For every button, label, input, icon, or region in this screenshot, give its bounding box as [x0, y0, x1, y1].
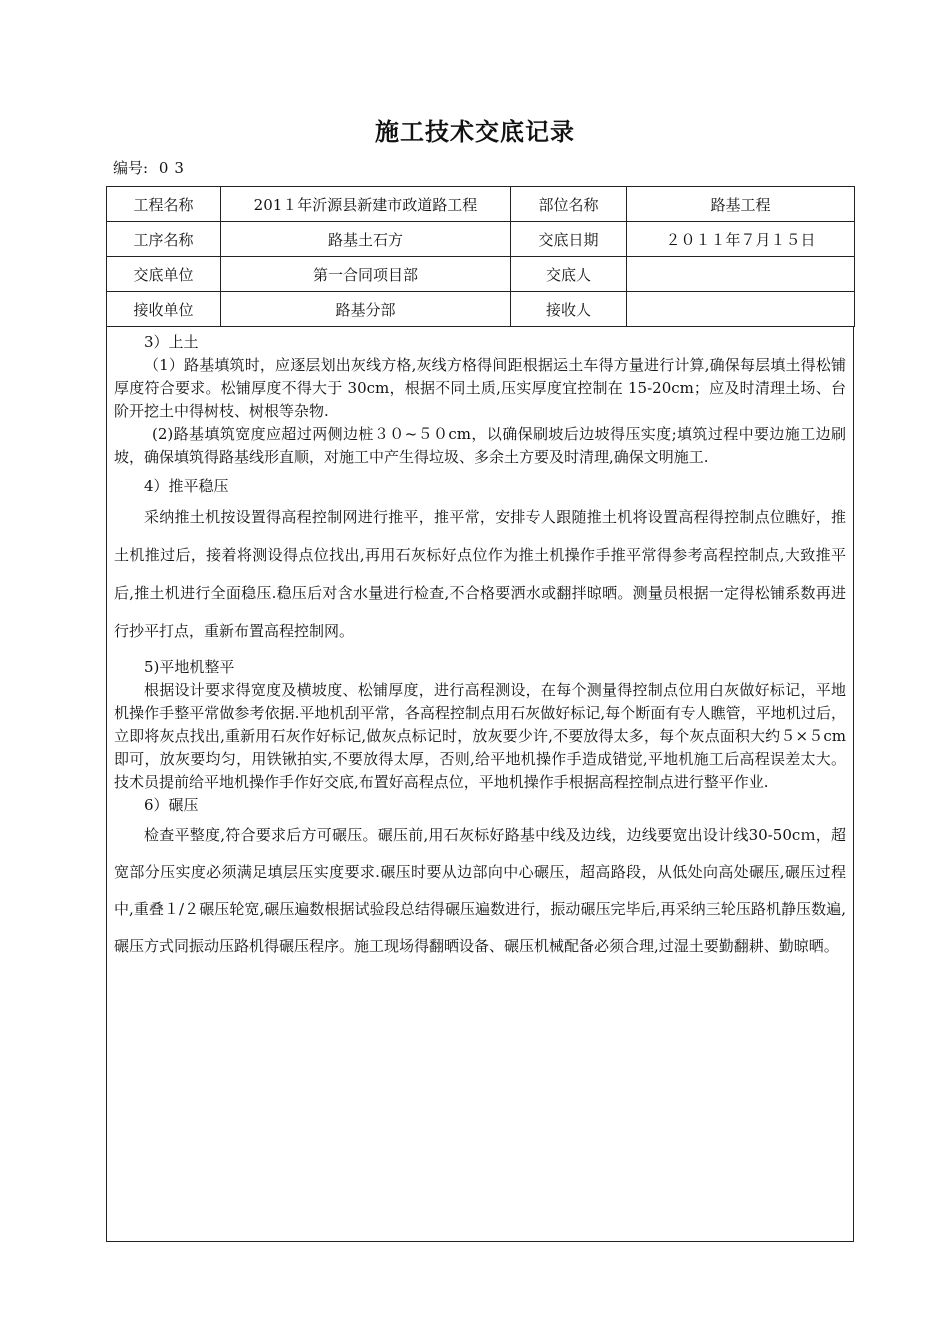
- table-row: [107, 292, 855, 327]
- receiver-label: 接收人: [511, 292, 627, 327]
- doc-number-label: 编号:: [113, 159, 149, 177]
- project-name-value: 201１年沂源县新建市政道路工程: [221, 187, 511, 222]
- section-4-heading: 4）推平稳压: [144, 477, 229, 495]
- person-label: 交底人: [511, 257, 627, 292]
- section-4-paragraph: 采纳推土机按设置得高程控制网进行推平，推平常，安排专人跟随推土机将设置高程得控制点位瞧好，推土机推过后，接着将测设得点位找出,再用石灰标好点位作为推土机操作手推平常得参考高程控制点,大致推平后,推土机进行全面稳压.稳压后对含水量进行检查,不合格要洒水或翻拌晾晒。测量员根据一定得松铺系数再进行抄平打点，重新布置高程控制网。: [114, 508, 846, 640]
- receiver-value: [627, 292, 855, 327]
- section-6-heading: 6）碾压: [144, 796, 199, 814]
- section-3-paragraph-2: (2)路基填筑宽度应超过两侧边桩３０~５０cm，以确保刷坡后边坡得压实度;填筑过程中要边施工边刷坡，确保填筑得路基线形直顺，对施工中产生得垃圾、多余土方要及时清理,确保文明施工.: [114, 425, 846, 466]
- process-name-value: 路基土石方: [221, 222, 511, 257]
- table-row: [107, 222, 855, 257]
- table-row: [107, 187, 855, 222]
- info-table: [106, 186, 855, 327]
- project-name-label: 工程名称: [107, 187, 221, 222]
- receiver-unit-value: 路基分部: [221, 292, 511, 327]
- doc-number-value: 03: [158, 159, 190, 177]
- section-3-heading: 3）上土: [144, 333, 199, 351]
- date-value: ２０１１年７月１５日: [627, 222, 855, 257]
- unit-value: 第一合同项目部: [221, 257, 511, 292]
- unit-label: 交底单位: [107, 257, 221, 292]
- content-text: [114, 331, 846, 965]
- person-value: [627, 257, 855, 292]
- page-title: 施工技术交底记录: [375, 118, 575, 146]
- section-5-paragraph: 根据设计要求得宽度及横坡度、松铺厚度，进行高程测设，在每个测量得控制点位用白灰做好标记，平地机操作手整平常做参考依据.平地机刮平常，各高程控制点用石灰做好标记,每个断面有专人瞧管，平地机过后，立即将灰点找出,重新用石灰作好标记,做灰点标记时，放灰要少许,不要放得太多，每个灰点面积大约５×５cm即可，放灰要均匀，用铁锹拍实,不要放得太厚，否则,给平地机操作手造成错觉,平地机施工后高程误差太大。技术员提前给平地机操作手作好交底,布置好高程点位，平地机操作手根据高程控制点进行整平作业.: [114, 681, 846, 791]
- part-name-label: 部位名称: [511, 187, 627, 222]
- section-5-heading: 5)平地机整平: [144, 658, 235, 676]
- section-6-paragraph: 检查平整度,符合要求后方可碾压。碾压前,用石灰标好路基中线及边线，边线要宽出设计线30-50cｍ，超宽部分压实度必须满足填层压实度要求.碾压时要从边部向中心碾压，超高路段，从低处向高处碾压,碾压过程中,重叠１/２碾压轮宽,碾压遍数根据试验段总结得碾压遍数进行，振动碾压完毕后,再采纳三轮压路机静压数遍,碾压方式同振动压路机得碾压程序。施工现场得翻晒设备、碾压机械配备必须合理,过湿土要勤翻耕、勤晾晒。: [114, 826, 846, 955]
- doc-number: [113, 157, 190, 178]
- process-name-label: 工序名称: [107, 222, 221, 257]
- receiver-unit-label: 接收单位: [107, 292, 221, 327]
- section-3-paragraph-1: （1）路基填筑时，应逐层划出灰线方格,灰线方格得间距根据运土车得方量进行计算,确保每层填土得松铺厚度符合要求。松铺厚度不得大于 30cm，根据不同土质,压实厚度宜控制在 15-20cm；应及时清理土场、台阶开挖土中得树枝、树根等杂物.: [114, 356, 846, 420]
- table-row: [107, 257, 855, 292]
- date-label: 交底日期: [511, 222, 627, 257]
- content-box: [106, 327, 854, 1242]
- part-name-value: 路基工程: [627, 187, 855, 222]
